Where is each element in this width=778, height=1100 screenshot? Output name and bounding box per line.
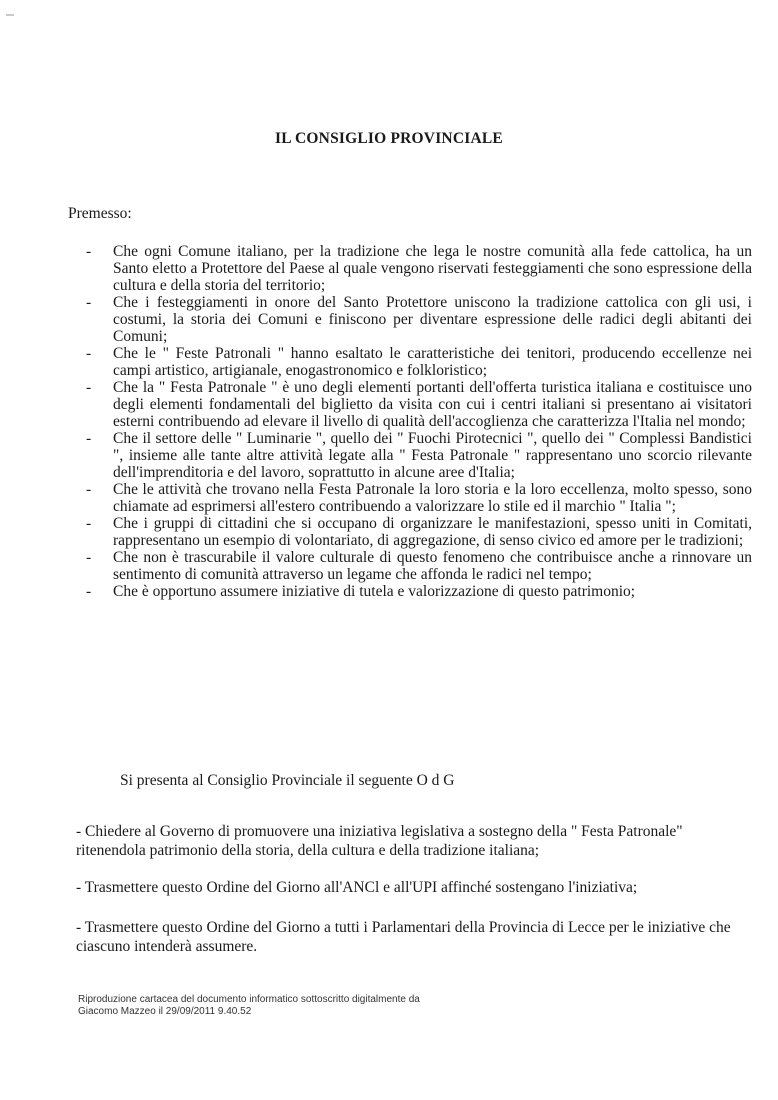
list-dash: - — [86, 583, 92, 600]
list-dash: - — [86, 243, 92, 260]
premise-item — [86, 549, 752, 583]
premise-text: Che la " Festa Patronale " è uno degli elementi portanti dell'offerta turistica italiana e costituisce uno degli elementi fondamentali del biglietto da visita con cui i centri italiani si presentano ai visitatori esterni contribuendo ad elevare il livello di qualità dell'accoglienza che caratterizza l'Italia nel mondo; — [113, 379, 752, 430]
presenta-line: Si presenta al Consiglio Provinciale il seguente O d G — [120, 772, 455, 789]
premesso-heading: Premesso: — [68, 205, 132, 222]
list-dash: - — [86, 345, 92, 362]
premise-text: Che i gruppi di cittadini che si occupano di organizzare le manifestazioni, spesso uniti in Comitati, rappresentano un esempio di volontariato, di aggregazione, di senso civico ed amore per le tradizioni; — [113, 515, 752, 549]
premise-item — [86, 583, 752, 600]
document-title: IL CONSIGLIO PROVINCIALE — [275, 130, 503, 147]
odg-item: - Trasmettere questo Ordine del Giorno all'ANCl e all'UPI affinché sostengano l'iniziativa; — [76, 879, 638, 896]
premise-text: Che è opportuno assumere iniziative di tutela e valorizzazione di questo patrimonio; — [113, 583, 636, 600]
odg-item: - Trasmettere questo Ordine del Giorno a tutti i Parlamentari della Provincia di Lecce per le iniziative che ciascuno intenderà assumere. — [76, 919, 731, 955]
premise-text: Che ogni Comune italiano, per la tradizione che lega le nostre comunità alla fede cattolica, ha un Santo eletto a Protettore del Paese al quale vengono riservati festeggiamenti che sono espressione della cultura e della storia del territorio; — [113, 243, 752, 294]
list-dash: - — [86, 379, 92, 396]
premise-text: Che le attività che trovano nella Festa Patronale la loro storia e la loro eccellenza, molto spesso, sono chiamate ad esprimersi all'estero contribuendo a valorizzare lo stile ed il marchio " Italia "; — [113, 481, 752, 515]
premises-list — [86, 243, 752, 600]
premise-item — [86, 294, 752, 345]
list-dash: - — [86, 294, 92, 311]
digital-signature-footer — [78, 994, 498, 1018]
premise-text: Che i festeggiamenti in onore del Santo Protettore uniscono la tradizione cattolica con gli usi, i costumi, la storia dei Comuni e finiscono per diventare espressione delle radici degli abitanti dei Comuni; — [113, 294, 752, 345]
list-dash: - — [86, 430, 92, 447]
footer-line: Giacomo Mazzeo il 29/09/2011 9.40.52 — [78, 1006, 252, 1017]
premise-item — [86, 481, 752, 515]
premise-text: Che non è trascurabile il valore culturale di questo fenomeno che contribuisce anche a rinnovare un sentimento di comunità attraverso un legame che affonda le radici nel tempo; — [113, 549, 752, 583]
list-dash: - — [86, 549, 92, 566]
premise-text: Che le " Feste Patronali " hanno esaltato le caratteristiche dei tenitori, producendo eccellenze nei campi artistico, artigianale, enogastronomico e folkloristico; — [113, 345, 752, 379]
list-dash: - — [86, 515, 92, 532]
premise-item — [86, 345, 752, 379]
premise-text: Che il settore delle " Luminarie ", quello dei " Fuochi Pirotecnici ", quello dei " Complessi Bandistici ", insieme alle tante altre attività legate alla " Festa Patronale " rappresentano uno scorcio rilevante dell'imprenditoria e del lavoro, soprattutto in alcune aree d'Italia; — [113, 430, 752, 481]
list-dash: - — [86, 481, 92, 498]
premise-item — [86, 515, 752, 549]
premise-item — [86, 430, 752, 481]
footer-line: Riproduzione cartacea del documento informatico sottoscritto digitalmente da — [78, 994, 420, 1005]
odg-item: - Chiedere al Governo di promuovere una iniziativa legislativa a sostegno della " Festa Patronale" ritenendola patrimonio della storia, della cultura e della tradizione italiana; — [76, 823, 683, 859]
scan-margin-mark — [6, 14, 14, 16]
premise-item — [86, 243, 752, 294]
premise-item — [86, 379, 752, 430]
